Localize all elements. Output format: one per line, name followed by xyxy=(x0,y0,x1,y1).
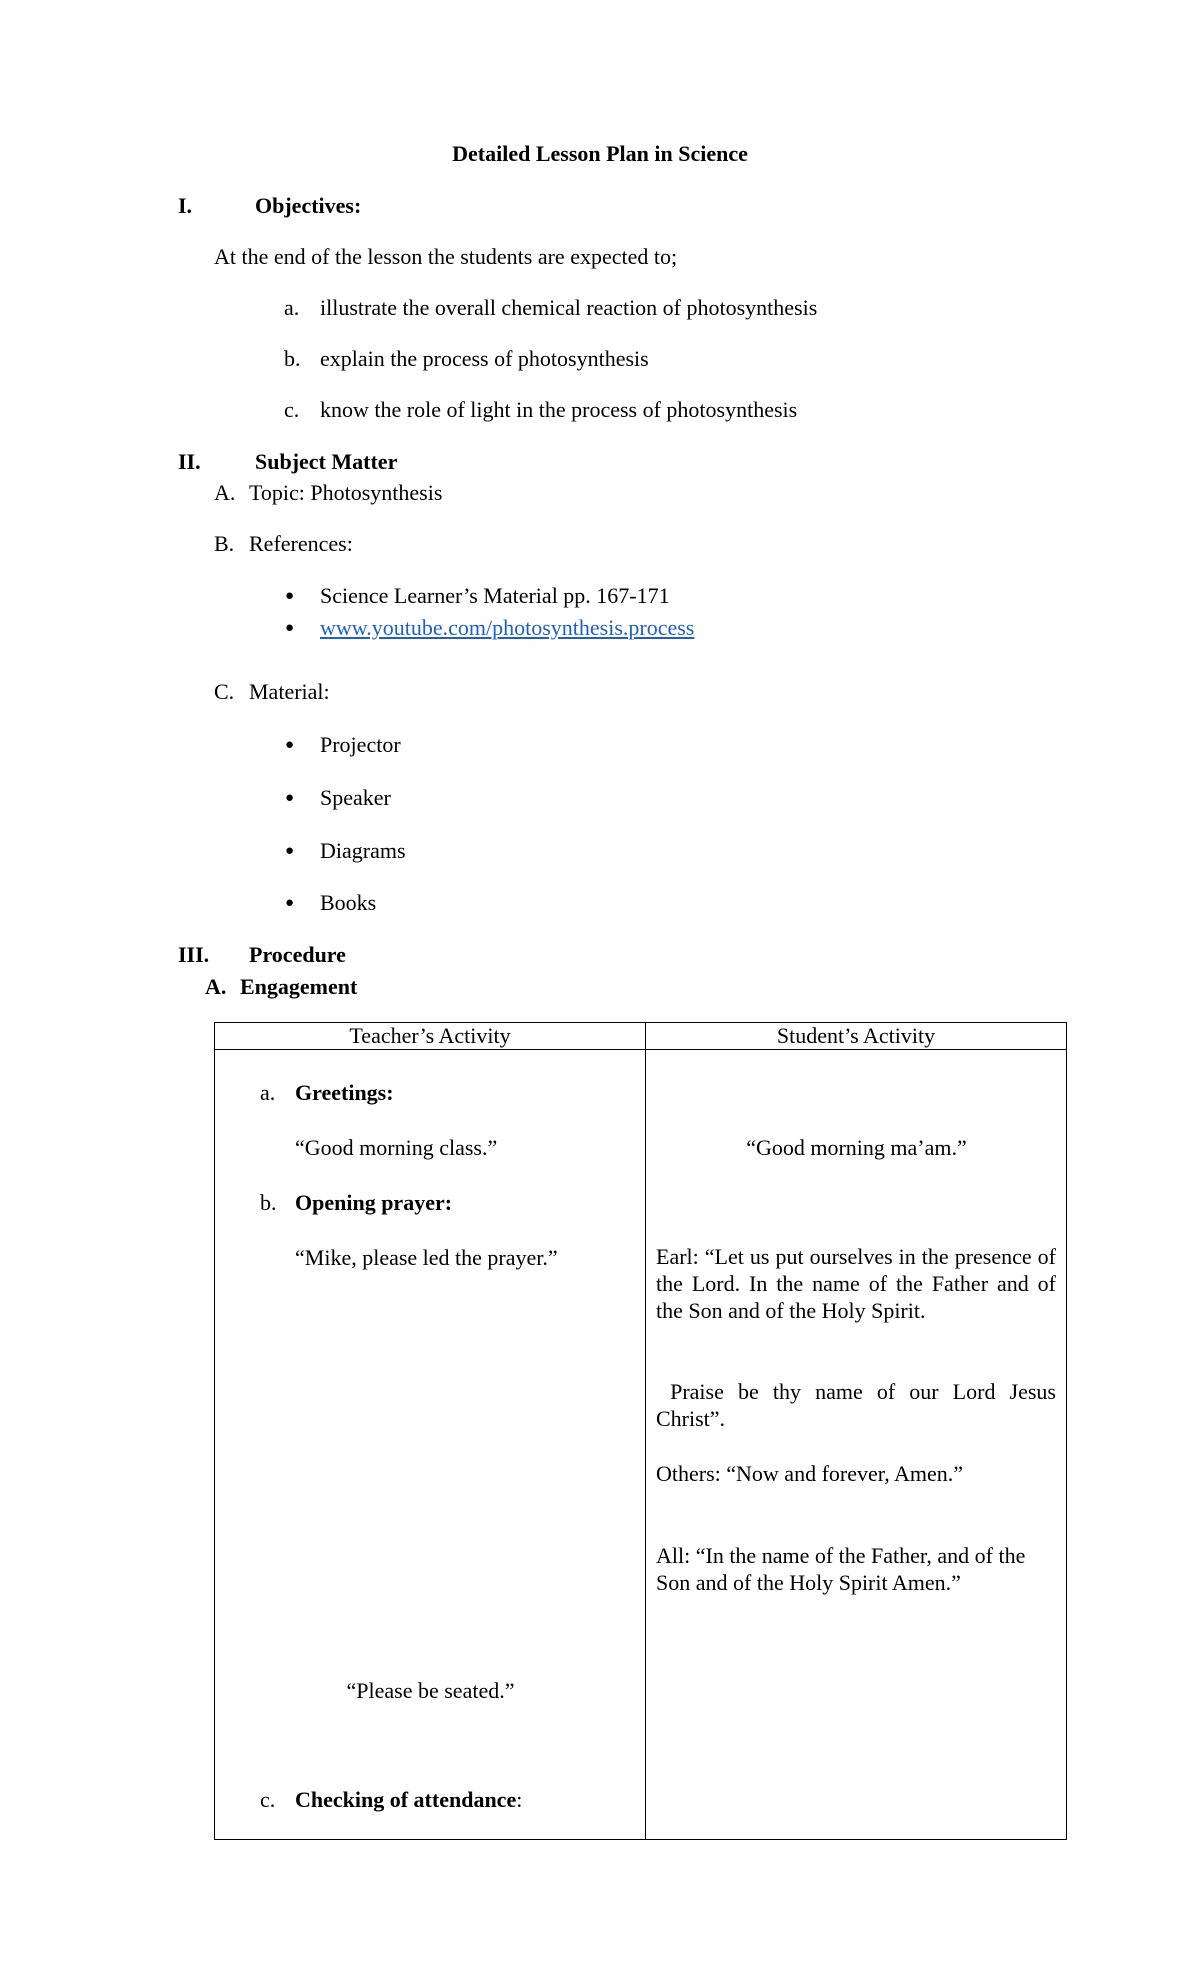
objective-item: illustrate the overall chemical reaction of photosynthesis xyxy=(320,295,818,320)
attendance-heading xyxy=(295,1787,522,1813)
greetings-marker: a. xyxy=(260,1080,276,1105)
bullet-icon: ● xyxy=(285,588,295,604)
page-title: Detailed Lesson Plan in Science xyxy=(452,141,748,166)
material-label: Material: xyxy=(249,679,330,704)
material-marker: C. xyxy=(214,679,235,704)
attendance-colon: : xyxy=(516,1787,523,1812)
section-heading-procedure: Procedure xyxy=(249,942,346,967)
material-item: Diagrams xyxy=(320,838,406,863)
references-label: References: xyxy=(249,531,353,556)
section-heading-subject-matter: Subject Matter xyxy=(255,449,398,474)
material-item: Projector xyxy=(320,732,401,757)
bullet-icon: ● xyxy=(285,843,295,859)
student-praise: Praise be thy name of our Lord Jesus Christ”. xyxy=(656,1379,1062,1431)
objective-marker-b: b. xyxy=(284,346,301,371)
student-activity-cell xyxy=(646,1050,1067,1840)
prayer-label: Opening prayer: xyxy=(295,1190,453,1215)
section-number-subject-matter: II. xyxy=(178,449,201,474)
table-header-student: Student’s Activity xyxy=(646,1023,1067,1050)
engagement-label: Engagement xyxy=(240,974,358,999)
student-greeting-reply: “Good morning ma’am.” xyxy=(746,1135,967,1160)
prayer-marker: b. xyxy=(260,1190,277,1215)
objective-marker-c: c. xyxy=(284,397,300,422)
references-marker: B. xyxy=(214,531,235,556)
bullet-icon: ● xyxy=(285,790,295,806)
bullet-icon: ● xyxy=(285,620,295,636)
student-all: All: “In the name of the Father, and of the Son and of the Holy Spirit Amen.” xyxy=(656,1543,1026,1595)
topic-text: Topic: Photosynthesis xyxy=(249,480,443,505)
section-heading-objectives: Objectives: xyxy=(255,193,362,218)
teacher-prayer-request: “Mike, please led the prayer.” xyxy=(295,1245,558,1270)
bullet-icon: ● xyxy=(285,737,295,753)
student-others: Others: “Now and forever, Amen.” xyxy=(656,1461,964,1486)
reference-item: Science Learner’s Material pp. 167-171 xyxy=(320,583,670,608)
material-item: Speaker xyxy=(320,785,391,810)
section-number-objectives: I. xyxy=(178,193,193,218)
activity-table xyxy=(214,1022,1067,1840)
teacher-greeting: “Good morning class.” xyxy=(295,1135,498,1160)
objectives-intro: At the end of the lesson the students are expected to; xyxy=(214,244,678,269)
table-header-teacher: Teacher’s Activity xyxy=(215,1023,646,1050)
objective-marker-a: a. xyxy=(284,295,300,320)
material-item: Books xyxy=(320,890,377,915)
section-number-procedure: III. xyxy=(178,942,210,967)
topic-marker: A. xyxy=(214,480,236,505)
teacher-activity-cell xyxy=(215,1050,646,1840)
objective-item: explain the process of photosynthesis xyxy=(320,346,649,371)
engagement-marker: A. xyxy=(205,974,227,999)
teacher-seated: “Please be seated.” xyxy=(346,1678,515,1703)
attendance-label: Checking of attendance xyxy=(295,1787,517,1812)
attendance-marker: c. xyxy=(260,1787,276,1812)
bullet-icon: ● xyxy=(285,895,295,911)
reference-link[interactable]: www.youtube.com/photosynthesis.process xyxy=(320,615,695,640)
greetings-label: Greetings: xyxy=(295,1080,394,1105)
student-earl-prayer: Earl: “Let us put ourselves in the presence of the Lord. In the name of the Father and of the Son and of the Holy Spirit. xyxy=(656,1244,1056,1323)
objective-item: know the role of light in the process of photosynthesis xyxy=(320,397,798,422)
